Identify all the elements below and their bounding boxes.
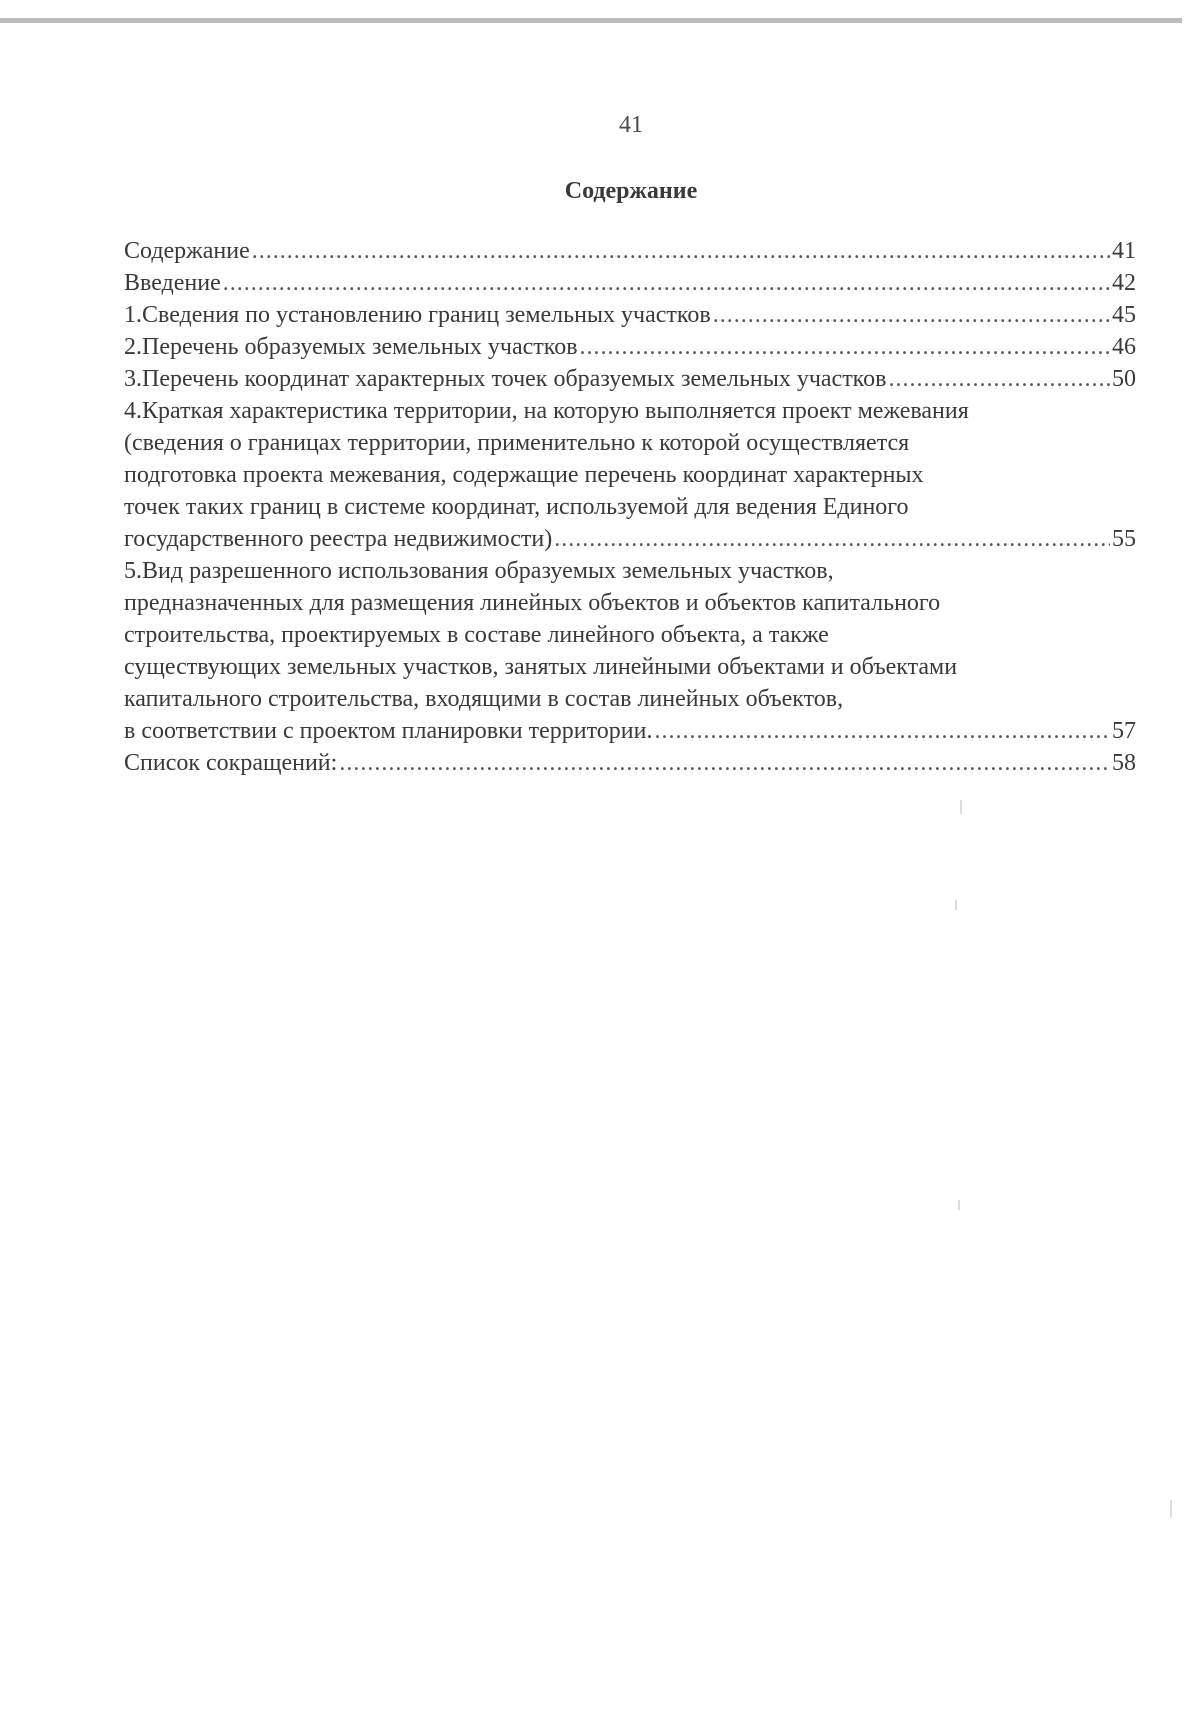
dot-leader <box>554 523 1110 555</box>
toc-entry-page: 55 <box>1112 526 1136 552</box>
toc-entry <box>124 299 1136 331</box>
toc-entry-title: существующих земельных участков, занятых линейными объектами и объектами <box>124 654 958 680</box>
dot-leader <box>339 747 1110 779</box>
scan-top-edge <box>0 18 1182 23</box>
table-of-contents <box>124 235 1136 779</box>
toc-entry-title: 5.Вид разрешенного использования образуемых земельных участков, <box>124 558 834 584</box>
toc-entry-page: 50 <box>1112 366 1136 392</box>
dot-leader <box>654 715 1110 747</box>
toc-heading: Содержание <box>564 178 698 204</box>
toc-entry-page: 42 <box>1112 270 1136 296</box>
toc-entry-page: 46 <box>1112 334 1136 360</box>
toc-entry <box>124 267 1136 299</box>
dot-leader <box>713 299 1110 331</box>
toc-entry-line <box>124 267 1136 299</box>
toc-entry-page: 58 <box>1112 750 1136 776</box>
toc-entry-title: точек таких границ в системе координат, используемой для ведения Единого <box>124 494 909 520</box>
toc-entry-title: капитального строительства, входящими в состав линейных объектов, <box>124 686 844 712</box>
toc-entry-title: Введение <box>124 270 221 296</box>
dot-leader <box>223 267 1110 299</box>
toc-entry-title: строительства, проектируемых в составе линейного объекта, а также <box>124 622 829 648</box>
toc-entry-title: государственного реестра недвижимости) <box>124 526 553 552</box>
toc-entry-line <box>124 363 1136 395</box>
dot-leader <box>252 235 1110 267</box>
scan-speckle <box>958 1200 960 1210</box>
toc-entry-line <box>124 299 1136 331</box>
toc-entry-line <box>124 715 1136 747</box>
toc-entry-line <box>124 523 1136 555</box>
toc-entry <box>124 235 1136 267</box>
toc-entry-title: Список сокращений: <box>124 750 338 776</box>
toc-entry <box>124 363 1136 395</box>
toc-entry-title: 4.Краткая характеристика территории, на которую выполняется проект межевания <box>124 398 969 424</box>
toc-entry <box>124 331 1136 363</box>
toc-entry-title: 3.Перечень координат характерных точек образуемых земельных участков <box>124 366 887 392</box>
toc-entry-title: предназначенных для размещения линейных объектов и объектов капитального <box>124 590 941 616</box>
toc-entry-line <box>124 331 1136 363</box>
toc-entry <box>124 395 1136 555</box>
toc-entry-line <box>124 235 1136 267</box>
toc-entry-page: 45 <box>1112 302 1136 328</box>
scan-speckle <box>1170 1500 1172 1518</box>
toc-entry-page: 57 <box>1112 718 1136 744</box>
toc-entry-page: 41 <box>1112 238 1136 264</box>
scan-speckle <box>960 800 962 814</box>
dot-leader <box>580 331 1110 363</box>
toc-entry <box>124 747 1136 779</box>
toc-entry-title: 1.Сведения по установлению границ земельных участков <box>124 302 711 328</box>
toc-entry-title: в соответствии с проектом планировки территории. <box>124 718 653 744</box>
toc-entry-title: подготовка проекта межевания, содержащие перечень координат характерных <box>124 462 924 488</box>
toc-entry-title: 2.Перечень образуемых земельных участков <box>124 334 578 360</box>
toc-entry-title: Содержание <box>124 238 250 264</box>
dot-leader <box>888 363 1110 395</box>
scan-speckle <box>955 900 957 910</box>
toc-entry-line <box>124 747 1136 779</box>
toc-entry-title: (сведения о границах территории, применительно к которой осуществляется <box>124 430 910 456</box>
toc-entry <box>124 555 1136 747</box>
page-number: 41 <box>619 112 643 138</box>
